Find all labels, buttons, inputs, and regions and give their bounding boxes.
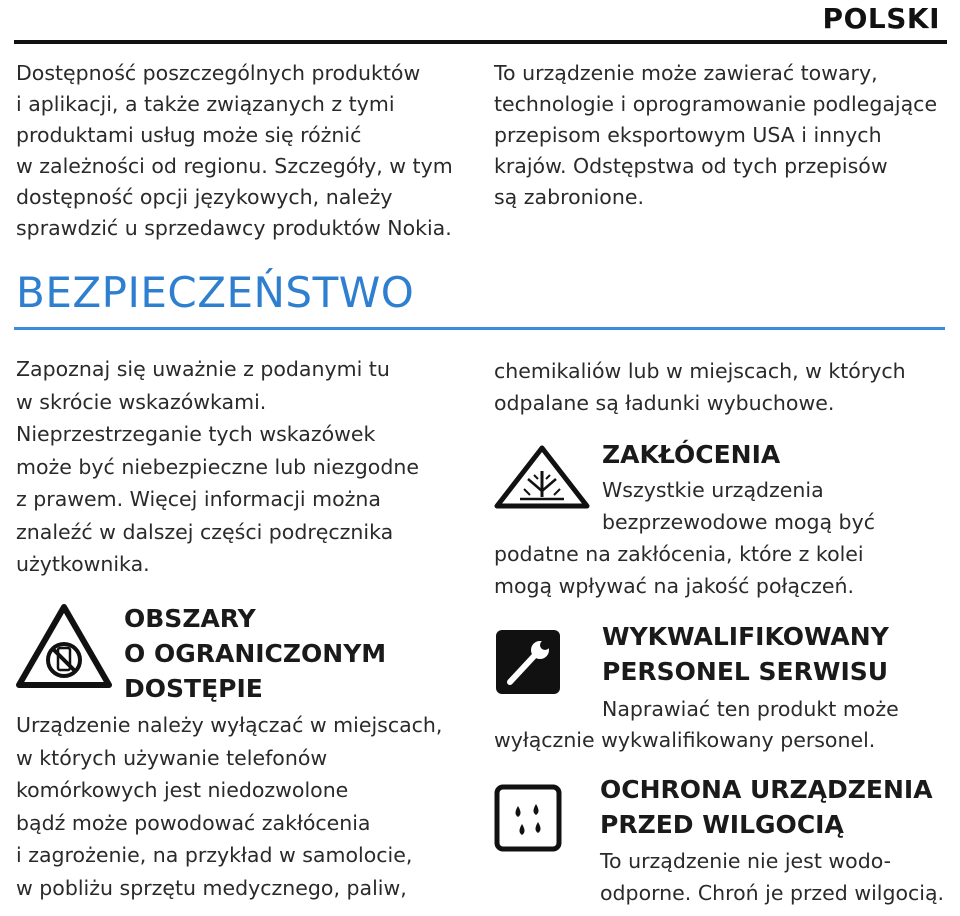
interference-title: ZAKŁÓCENIA (602, 440, 781, 469)
continuation-paragraph: chemikaliów lub w miejscach, w których odpalane są ładunki wybuchowe. (494, 359, 906, 415)
restricted-area-icon (16, 604, 112, 688)
restricted-area-text: Urządzenie należy wyłączać w miejscach, w których używanie telefonów komórkowych jest niedozwolone bądź może powodować zakłócenia i zagrożenie, na przykład w samolocie, w pobliżu sprzętu medycznego, paliw, (16, 713, 443, 900)
interference-text: podatne na zakłócenia, które z kolei mogą wpływać na jakość połączeń. (494, 542, 864, 598)
service-text-indented: Naprawiać ten produkt może (602, 697, 899, 721)
export-paragraph: To urządzenie może zawierać towary, technologie i oprogramowanie podlegające przepisom eksportowym USA i innych krajów. Odstępstwa od tych przepisów są zabronione. (494, 61, 938, 209)
top-divider (14, 40, 947, 44)
water-text: To urządzenie nie jest wodo- odporne. Chroń je przed wilgocią. (600, 849, 945, 905)
section-title: BEZPIECZEŃSTWO (16, 268, 415, 317)
wrench-icon (494, 628, 562, 696)
language-label: POLSKI (822, 2, 940, 35)
service-text: wyłącznie wykwalifikowany personel. (494, 728, 876, 752)
safety-intro-paragraph: Zapoznaj się uważnie z podanymi tu w skrócie wskazówkami. Nieprzestrzeganie tych wskazówek może być niebezpieczne lub niezgodne z prawem. Więcej informacji można znaleźć w dalszej części podręcznika użytkownika. (16, 357, 419, 576)
availability-paragraph: Dostępność poszczególnych produktów i aplikacji, a także związanych z tymi produktami usług może się różnić w zależności od regionu. Szczegóły, w tym dostępność opcji językowych, należy sprawdzić u sprzedawcy produktów Nokia. (16, 61, 453, 240)
interference-icon (494, 445, 590, 509)
water-title: OCHRONA URZĄDZENIA PRZED WILGOCIĄ (600, 775, 933, 839)
interference-text-indented: Wszystkie urządzenia bezprzewodowe mogą być (602, 478, 875, 534)
section-divider (14, 327, 945, 330)
restricted-area-title: OBSZARY O OGRANICZONYM DOSTĘPIE (124, 604, 387, 703)
water-drops-icon (494, 784, 562, 852)
service-title: WYKWALIFIKOWANY PERSONEL SERWISU (602, 622, 889, 686)
